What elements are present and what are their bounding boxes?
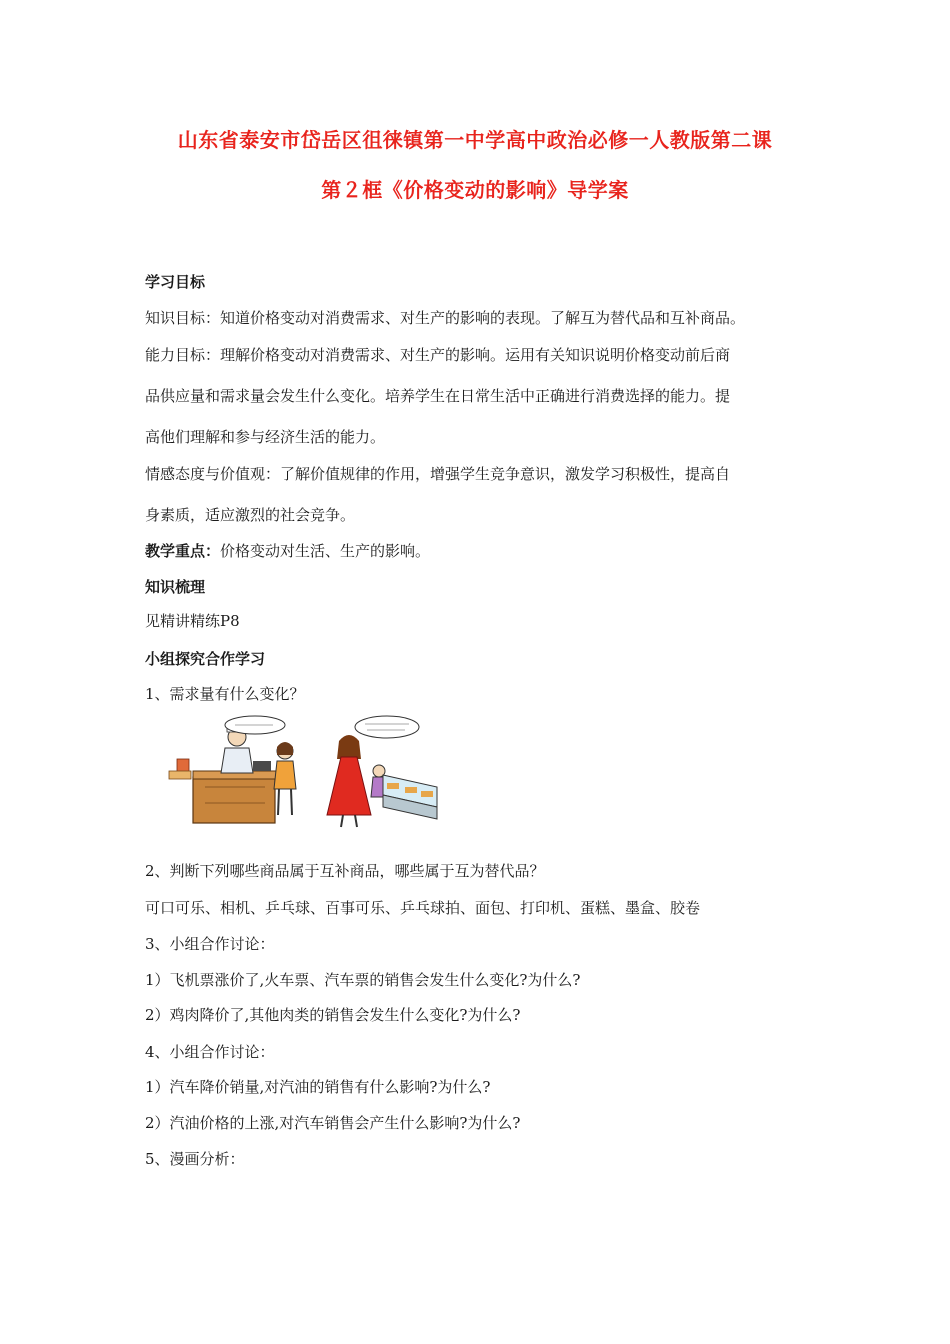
question-5: 5、漫画分析： bbox=[145, 1150, 245, 1168]
teaching-key-label: 教学重点： bbox=[145, 542, 221, 560]
ability-objective-line-1: 能力目标：理解价格变动对消费需求、对生产的影响。运用有关知识说明价格变动前后商 bbox=[145, 346, 731, 364]
question-4-item-2: 2）汽油价格的上涨,对汽车销售会产生什么影响?为什么? bbox=[145, 1114, 521, 1132]
ability-objective-line-3: 高他们理解和参与经济生活的能力。 bbox=[145, 428, 386, 446]
document-title-line-1: 山东省泰安市岱岳区徂徕镇第一中学高中政治必修一人教版第二课 bbox=[177, 128, 773, 152]
review-heading: 知识梳理 bbox=[145, 578, 206, 596]
ability-objective-line-2: 品供应量和需求量会发生什么变化。培养学生在日常生活中正确进行消费选择的能力。提 bbox=[145, 387, 731, 405]
document-title-line-2: 第２框《价格变动的影响》导学案 bbox=[321, 178, 629, 202]
question-3-item-1: 1）飞机票涨价了,火车票、汽车票的销售会发生什么变化?为什么? bbox=[145, 971, 581, 989]
question-1: 1、需求量有什么变化？ bbox=[145, 685, 305, 703]
group-study-heading: 小组探究合作学习 bbox=[145, 650, 266, 668]
knowledge-objective: 知识目标：知道价格变动对消费需求、对生产的影响的表现。了解互为替代品和互补商品。 bbox=[145, 309, 746, 327]
objectives-heading: 学习目标 bbox=[145, 273, 206, 291]
question-2-items: 可口可乐、相机、乒乓球、百事可乐、乒乓球拍、面包、打印机、蛋糕、墨盒、胶卷 bbox=[145, 899, 701, 917]
emotion-objective-line-1: 情感态度与价值观：了解价值规律的作用，增强学生竞争意识，激发学习积极性，提高自 bbox=[145, 465, 731, 483]
review-reference: 见精讲精练P8 bbox=[145, 612, 240, 630]
question-3: 3、小组合作讨论： bbox=[145, 935, 275, 953]
question-3-item-2: 2）鸡肉降价了,其他肉类的销售会发生什么变化?为什么? bbox=[145, 1006, 521, 1024]
question-2: 2、判断下列哪些商品属于互补商品，哪些属于互为替代品？ bbox=[145, 862, 545, 880]
teaching-key-text: 价格变动对生活、生产的影响。 bbox=[220, 542, 431, 560]
emotion-objective-line-2: 身素质，适应激烈的社会竞争。 bbox=[145, 506, 356, 524]
question-4: 4、小组合作讨论： bbox=[145, 1043, 275, 1061]
teaching-key-points bbox=[145, 540, 815, 561]
comic-illustration bbox=[165, 715, 440, 833]
question-4-item-1: 1）汽车降价销量,对汽油的销售有什么影响?为什么? bbox=[145, 1078, 491, 1096]
